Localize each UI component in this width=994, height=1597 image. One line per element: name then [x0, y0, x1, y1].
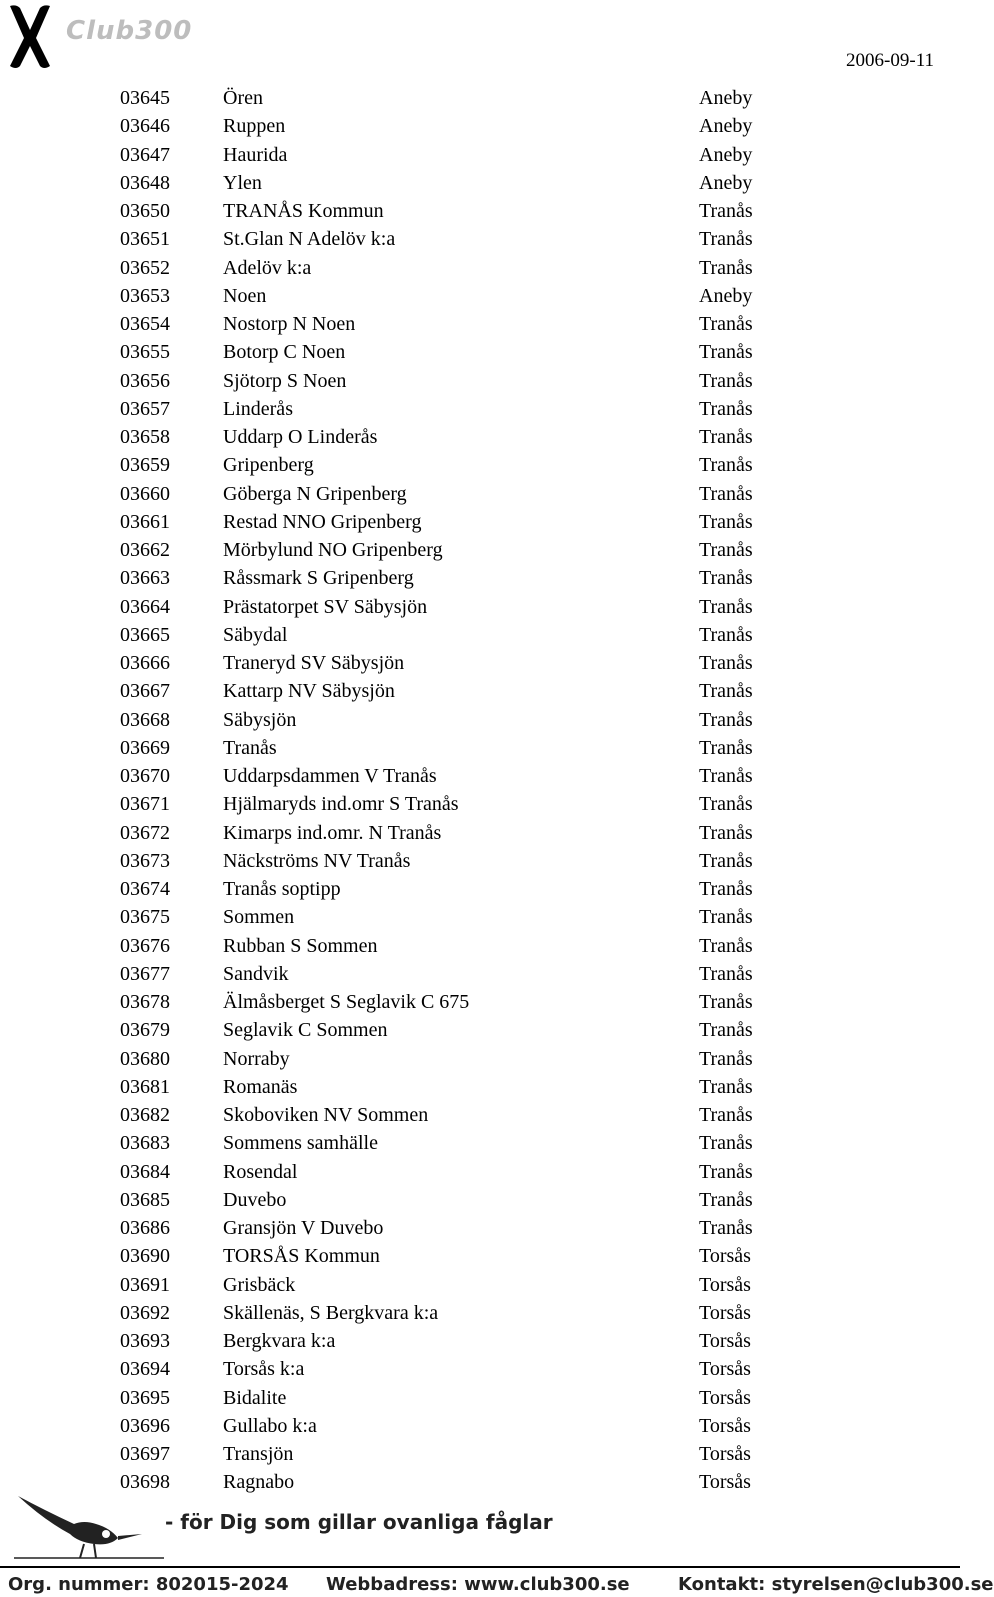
row-name: Botorp C Noen: [223, 341, 346, 364]
row-region: Tranås: [699, 821, 753, 844]
row-region: Tranås: [699, 736, 753, 759]
row-region: Tranås: [699, 1047, 753, 1070]
row-name: Sommens samhälle: [223, 1132, 378, 1155]
row-region: Tranås: [699, 539, 753, 561]
row-code: 03665: [120, 623, 170, 646]
row-code: 03697: [120, 1443, 170, 1465]
row-code: 03666: [120, 652, 170, 674]
row-region: Tranås: [699, 652, 753, 674]
row-code: 03677: [120, 962, 170, 985]
row-code: 03658: [120, 426, 170, 448]
row-code: 03654: [120, 313, 170, 335]
row-name: Ruppen: [223, 115, 286, 138]
table-row: [120, 282, 760, 310]
table-row: [120, 621, 760, 649]
table-row: [120, 1384, 760, 1412]
table-row: [120, 960, 760, 988]
row-region: Tranås: [699, 1104, 753, 1126]
table-row: [120, 508, 760, 536]
row-code: 03646: [120, 115, 170, 138]
row-name: Traneryd SV Säbysjön: [223, 652, 405, 674]
row-region: Tranås: [699, 680, 753, 703]
row-name: Säbydal: [223, 623, 288, 646]
site-list-table: [120, 84, 760, 1497]
row-name: Duvebo: [223, 1188, 287, 1211]
row-region: Tranås: [699, 313, 753, 335]
row-region: Aneby: [699, 115, 753, 138]
row-name: Ylen: [223, 171, 262, 194]
row-code: 03657: [120, 397, 170, 420]
row-code: 03653: [120, 284, 170, 307]
row-region: Torsås: [699, 1330, 751, 1352]
table-row: [120, 1214, 760, 1242]
row-code: 03696: [120, 1414, 170, 1437]
bird-illustration-icon: [14, 1490, 164, 1560]
row-code: 03651: [120, 228, 170, 251]
table-row: [120, 1355, 760, 1383]
row-code: 03674: [120, 878, 170, 900]
page-footer: [0, 1490, 994, 1597]
table-row: [120, 225, 760, 253]
row-name: Uddarp O Linderås: [223, 426, 378, 448]
row-code: 03681: [120, 1075, 170, 1098]
logo-wordmark: Club300: [66, 16, 193, 46]
table-row: [120, 84, 760, 112]
row-name: Sjötorp S Noen: [223, 369, 347, 392]
table-row: [120, 423, 760, 451]
table-row: [120, 1186, 760, 1214]
table-row: [120, 677, 760, 705]
row-code: 03692: [120, 1301, 170, 1324]
row-code: 03661: [120, 510, 170, 533]
row-code: 03648: [120, 171, 170, 194]
row-code: 03691: [120, 1273, 170, 1296]
row-code: 03695: [120, 1386, 170, 1409]
row-region: Tranås: [699, 1160, 753, 1183]
table-row: [120, 593, 760, 621]
row-region: Tranås: [699, 906, 753, 929]
row-region: Tranås: [699, 510, 753, 533]
row-code: 03675: [120, 906, 170, 929]
row-name: Torsås k:a: [223, 1358, 305, 1381]
row-region: Tranås: [699, 1019, 753, 1042]
row-name: Kimarps ind.omr. N Tranås: [223, 821, 442, 844]
row-name: Hjälmaryds ind.omr S Tranås: [223, 793, 459, 816]
row-name: TORSÅS Kommun: [223, 1245, 380, 1268]
row-name: Noen: [223, 284, 267, 307]
row-code: 03690: [120, 1245, 170, 1268]
row-region: Tranås: [699, 426, 753, 448]
table-row: [120, 310, 760, 338]
row-region: Tranås: [699, 228, 753, 251]
table-row: [120, 1412, 760, 1440]
row-code: 03693: [120, 1330, 170, 1352]
x-logo-icon: [6, 2, 54, 72]
contact-email: Kontakt: styrelsen@club300.se: [678, 1574, 994, 1595]
row-name: Prästatorpet SV Säbysjön: [223, 595, 428, 618]
table-row: [120, 141, 760, 169]
row-region: Tranås: [699, 1217, 753, 1239]
row-region: Tranås: [699, 962, 753, 985]
row-name: TRANÅS Kommun: [223, 200, 384, 222]
row-name: Rosendal: [223, 1160, 298, 1183]
row-code: 03679: [120, 1019, 170, 1042]
document-date: 2006-09-11: [846, 50, 934, 71]
row-name: Skoboviken NV Sommen: [223, 1104, 429, 1126]
row-code: 03659: [120, 454, 170, 477]
row-region: Tranås: [699, 793, 753, 816]
row-region: Tranås: [699, 256, 753, 279]
row-name: Seglavik C Sommen: [223, 1019, 388, 1042]
table-row: [120, 1242, 760, 1270]
row-name: Restad NNO Gripenberg: [223, 510, 422, 533]
row-region: Tranås: [699, 200, 753, 222]
table-row: [120, 847, 760, 875]
row-code: 03667: [120, 680, 170, 703]
row-name: Sommen: [223, 906, 295, 929]
row-region: Tranås: [699, 567, 753, 590]
table-row: [120, 1299, 760, 1327]
table-row: [120, 819, 760, 847]
row-name: Tranås soptipp: [223, 878, 341, 900]
web-address: Webbadress: www.club300.se: [326, 1574, 630, 1595]
row-region: Torsås: [699, 1358, 751, 1381]
row-code: 03685: [120, 1188, 170, 1211]
table-row: [120, 932, 760, 960]
table-row: [120, 875, 760, 903]
table-row: [120, 451, 760, 479]
row-region: Tranås: [699, 1075, 753, 1098]
table-row: [120, 734, 760, 762]
table-row: [120, 564, 760, 592]
row-code: 03684: [120, 1160, 170, 1183]
row-region: Tranås: [699, 454, 753, 477]
row-name: Bidalite: [223, 1386, 287, 1409]
row-region: Aneby: [699, 284, 753, 307]
row-code: 03686: [120, 1217, 170, 1239]
table-row: [120, 480, 760, 508]
row-code: 03676: [120, 934, 170, 957]
table-row: [120, 112, 760, 140]
table-row: [120, 197, 760, 225]
row-name: Uddarpsdammen V Tranås: [223, 765, 437, 787]
row-name: Säbysjön: [223, 708, 297, 731]
table-row: [120, 1045, 760, 1073]
row-code: 03662: [120, 539, 170, 561]
row-name: Norraby: [223, 1047, 290, 1070]
table-row: [120, 169, 760, 197]
row-code: 03669: [120, 736, 170, 759]
row-region: Tranås: [699, 397, 753, 420]
row-name: Adelöv k:a: [223, 256, 312, 279]
row-name: Tranås: [223, 736, 277, 759]
row-name: Råssmark S Gripenberg: [223, 567, 414, 590]
table-row: [120, 1073, 760, 1101]
row-code: 03680: [120, 1047, 170, 1070]
row-name: Mörbylund NO Gripenberg: [223, 539, 443, 561]
row-code: 03673: [120, 849, 170, 872]
row-name: Göberga N Gripenberg: [223, 482, 407, 505]
table-row: [120, 706, 760, 734]
row-region: Torsås: [699, 1443, 751, 1465]
table-row: [120, 1271, 760, 1299]
row-region: Tranås: [699, 482, 753, 505]
table-row: [120, 367, 760, 395]
row-name: St.Glan N Adelöv k:a: [223, 228, 396, 251]
row-name: Gransjön V Duvebo: [223, 1217, 384, 1239]
row-name: Haurida: [223, 143, 288, 166]
row-region: Torsås: [699, 1245, 751, 1268]
row-name: Grisbäck: [223, 1273, 296, 1296]
row-region: Tranås: [699, 765, 753, 787]
row-name: Älmåsberget S Seglavik C 675: [223, 991, 470, 1013]
row-region: Aneby: [699, 87, 753, 109]
page-header: [0, 0, 960, 80]
row-name: Kattarp NV Säbysjön: [223, 680, 395, 703]
row-name: Näckströms NV Tranås: [223, 849, 411, 872]
row-code: 03652: [120, 256, 170, 279]
row-code: 03682: [120, 1104, 170, 1126]
row-code: 03663: [120, 567, 170, 590]
row-code: 03668: [120, 708, 170, 731]
footer-tagline: - för Dig som gillar ovanliga fåglar: [165, 1510, 553, 1534]
table-row: [120, 988, 760, 1016]
table-row: [120, 1101, 760, 1129]
row-code: 03656: [120, 369, 170, 392]
row-region: Tranås: [699, 1188, 753, 1211]
table-row: [120, 903, 760, 931]
row-name: Gullabo k:a: [223, 1414, 317, 1437]
row-name: Skällenäs, S Bergkvara k:a: [223, 1301, 439, 1324]
row-region: Torsås: [699, 1414, 751, 1437]
row-region: Tranås: [699, 623, 753, 646]
row-name: Transjön: [223, 1443, 294, 1465]
row-code: 03645: [120, 87, 170, 109]
row-region: Torsås: [699, 1301, 751, 1324]
row-region: Tranås: [699, 708, 753, 731]
table-row: [120, 1129, 760, 1157]
row-name: Sandvik: [223, 962, 289, 985]
row-name: Linderås: [223, 397, 293, 420]
row-region: Tranås: [699, 369, 753, 392]
table-row: [120, 1016, 760, 1044]
row-code: 03660: [120, 482, 170, 505]
row-region: Torsås: [699, 1386, 751, 1409]
row-region: Tranås: [699, 991, 753, 1013]
table-row: [120, 536, 760, 564]
row-code: 03647: [120, 143, 170, 166]
table-row: [120, 1158, 760, 1186]
table-row: [120, 338, 760, 366]
row-region: Tranås: [699, 341, 753, 364]
row-code: 03678: [120, 991, 170, 1013]
org-number: Org. nummer: 802015-2024: [8, 1574, 289, 1595]
row-name: Romanäs: [223, 1075, 298, 1098]
row-region: Aneby: [699, 143, 753, 166]
row-region: Torsås: [699, 1273, 751, 1296]
table-row: [120, 1327, 760, 1355]
row-region: Tranås: [699, 595, 753, 618]
row-code: 03672: [120, 821, 170, 844]
row-code: 03664: [120, 595, 170, 618]
row-region: Torsås: [699, 1471, 751, 1494]
row-code: 03671: [120, 793, 170, 816]
row-region: Tranås: [699, 934, 753, 957]
row-name: Ören: [223, 87, 263, 109]
row-region: Tranås: [699, 1132, 753, 1155]
row-name: Bergkvara k:a: [223, 1330, 336, 1352]
row-region: Tranås: [699, 878, 753, 900]
row-name: Rubban S Sommen: [223, 934, 378, 957]
row-name: Ragnabo: [223, 1471, 295, 1494]
table-row: [120, 649, 760, 677]
table-row: [120, 254, 760, 282]
row-code: 03655: [120, 341, 170, 364]
row-code: 03670: [120, 765, 170, 787]
row-name: Gripenberg: [223, 454, 314, 477]
table-row: [120, 790, 760, 818]
footer-divider: [0, 1566, 960, 1568]
row-region: Tranås: [699, 849, 753, 872]
row-code: 03650: [120, 200, 170, 222]
row-code: 03694: [120, 1358, 170, 1381]
table-row: [120, 762, 760, 790]
row-region: Aneby: [699, 171, 753, 194]
row-code: 03683: [120, 1132, 170, 1155]
club300-logo: [6, 2, 216, 72]
row-code: 03698: [120, 1471, 170, 1494]
table-row: [120, 1440, 760, 1468]
table-row: [120, 395, 760, 423]
row-name: Nostorp N Noen: [223, 313, 356, 335]
